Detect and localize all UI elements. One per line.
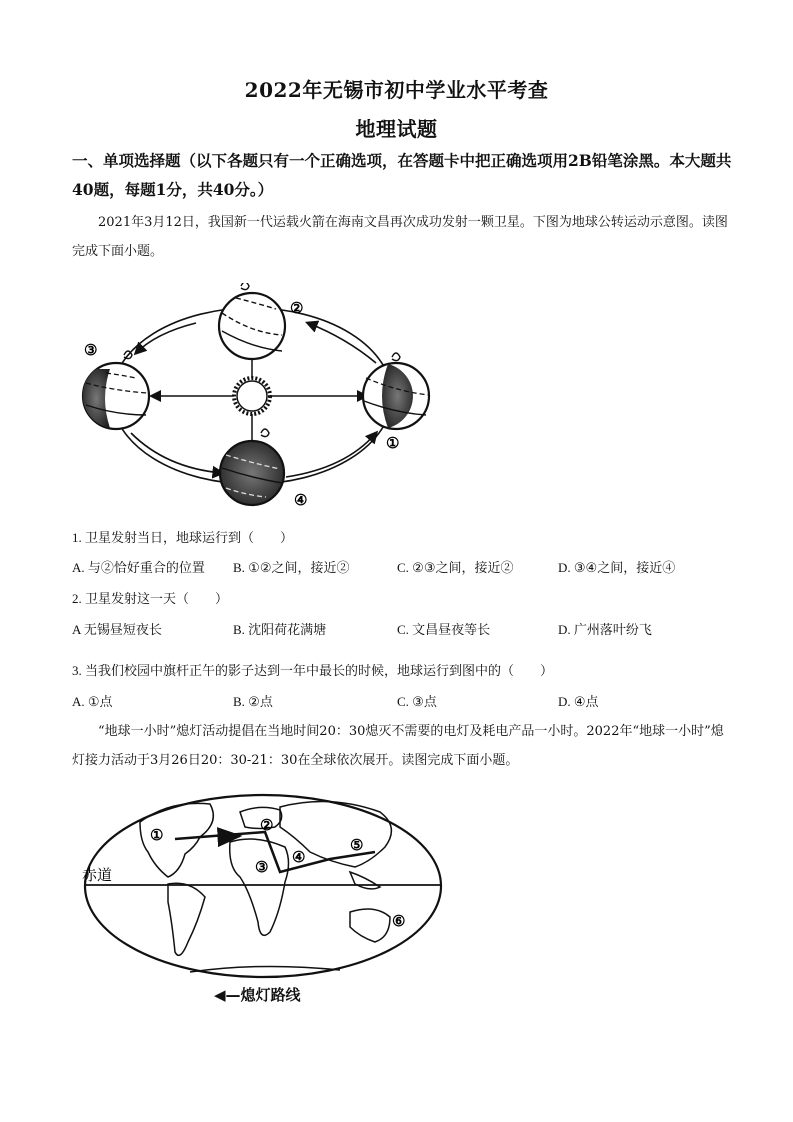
svg-text:⑤: ⑤ [350,836,364,854]
question-3-stem: 3. 当我们校园中旗杆正午的影子达到一年中最长的时候，地球运行到图中的（ ） [72,663,554,678]
earth-position-2-icon [219,283,303,359]
question-2-option-a[interactable]: A 无锡昼短夜长 [72,622,162,637]
svg-text:⑥: ⑥ [392,912,406,930]
sun-icon [234,378,270,414]
earth-revolution-diagram [76,283,446,513]
question-1-option-b[interactable]: B. ①②之间，接近② [233,560,350,575]
question-3-option-b[interactable]: B. ②点 [233,694,273,709]
exam-subtitle: 地理试题 [355,117,438,141]
svg-text:④: ④ [292,848,306,866]
section-heading: 一、单项选择题（以下各题只有一个正确选项，在答题卡中把正确选项用2B铅笔涂黑。本大题共40题，每题1分，共40分。） [72,151,732,199]
earth-hour-world-map [80,792,450,1010]
passage-1: 2021年3月12日，我国新一代运载火箭在海南文昌再次成功发射一颗卫星。下图为地球公转运动示意图。读图完成下面小题。 [72,215,728,259]
map-legend [214,984,301,1005]
question-2-stem: 2. 卫星发射这一天（ ） [72,591,229,606]
earth-position-3-icon [83,341,149,429]
svg-text:②: ② [290,299,304,317]
svg-text:②: ② [260,816,274,834]
question-1-stem: 1. 卫星发射当日，地球运行到（ ） [72,530,294,545]
passage-2: “地球一小时”熄灯活动提倡在当地时间20：30熄灭不需要的电灯及耗电产品一小时。2022年“地球一小时”熄灯接力活动于3月26日20：30-21：30在全球依次展开。读图完成下面小题。 [72,724,724,768]
svg-text:①: ① [386,434,400,452]
question-1-option-c[interactable]: C. ②③之间，接近② [397,560,514,575]
svg-text:①: ① [150,826,164,844]
earth-position-4-icon [220,429,307,509]
question-2-option-b[interactable]: B. 沈阳荷花满塘 [233,622,327,637]
exam-title: 2022年无锡市初中学业水平考查 [244,78,549,102]
question-1-option-d[interactable]: D. ③④之间，接近④ [558,560,676,575]
svg-text:③: ③ [255,858,269,876]
question-3-option-c[interactable]: C. ③点 [397,694,437,709]
equator-label: 赤道 [82,866,113,884]
question-1-option-a[interactable]: A. 与②恰好重合的位置 [72,560,205,575]
legend-label: 熄灯路线 [240,986,301,1004]
arrow-left-icon: ◀— [214,986,241,1004]
question-2-option-c[interactable]: C. 文昌昼夜等长 [397,622,491,637]
question-2-option-d[interactable]: D. 广州落叶纷飞 [558,622,652,637]
question-3-option-d[interactable]: D. ④点 [558,694,599,709]
question-3-option-a[interactable]: A. ①点 [72,694,113,709]
svg-text:③: ③ [84,341,98,359]
svg-text:④: ④ [294,491,308,509]
